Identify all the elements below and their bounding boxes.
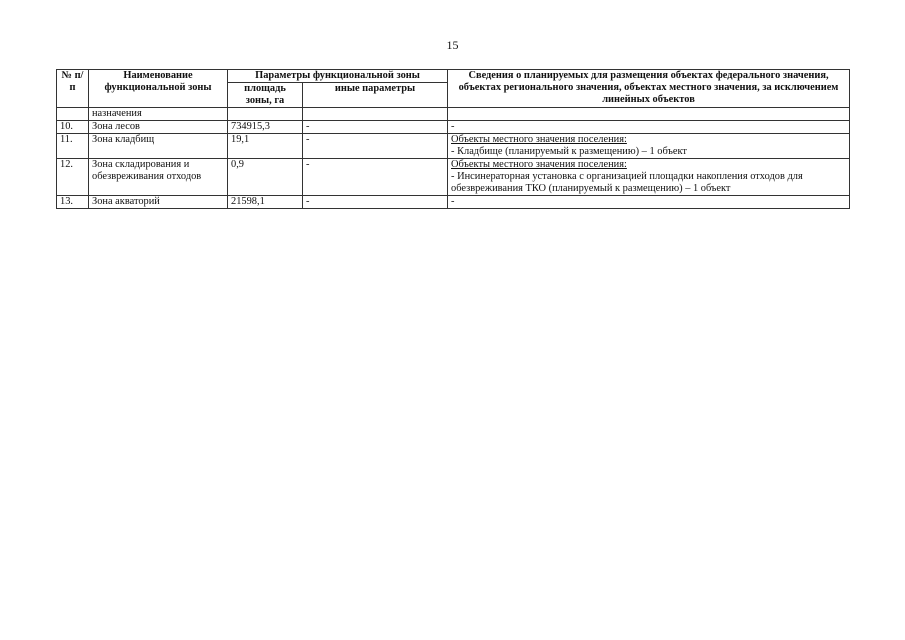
row-number: 12. bbox=[57, 159, 89, 196]
row-number: 11. bbox=[57, 134, 89, 159]
row-info-heading: Объекты местного значения поселения: bbox=[451, 159, 627, 170]
row-info-text: - Инсинераторная установка с организацией площадки накопления отходов для обезвреживания ТКО (планируемый к размещению) – 1 объект bbox=[451, 171, 803, 194]
row-area: 0,9 bbox=[228, 159, 303, 196]
header-planned-objects-info: Сведения о планируемых для размещения объектах федерального значения, объектах регионального значения, объектах местного значения, за исключением линейных объектов bbox=[448, 70, 850, 108]
header-zone-name: Наименование функциональной зоны bbox=[89, 70, 228, 108]
row-info bbox=[448, 121, 850, 134]
row-area: 19,1 bbox=[228, 134, 303, 159]
row-number: 10. bbox=[57, 121, 89, 134]
row-other-params: - bbox=[303, 159, 448, 196]
continuation-other-cell bbox=[303, 108, 448, 121]
row-info bbox=[448, 134, 850, 159]
functional-zones-table bbox=[56, 69, 850, 209]
continuation-row bbox=[57, 108, 850, 121]
row-info bbox=[448, 196, 850, 209]
row-zone-name: Зона лесов bbox=[89, 121, 228, 134]
table-header-row bbox=[57, 70, 850, 83]
continuation-num-cell bbox=[57, 108, 89, 121]
row-info-heading: Объекты местного значения поселения: bbox=[451, 134, 627, 145]
header-number: № п/п bbox=[57, 70, 89, 108]
header-area: площадь зоны, га bbox=[228, 83, 303, 108]
continuation-area-cell bbox=[228, 108, 303, 121]
row-info-text: - bbox=[451, 121, 455, 132]
continuation-name-cell: назначения bbox=[89, 108, 228, 121]
header-other-parameters: иные параметры bbox=[303, 83, 448, 108]
row-zone-name: Зона акваторий bbox=[89, 196, 228, 209]
row-area: 734915,3 bbox=[228, 121, 303, 134]
row-number: 13. bbox=[57, 196, 89, 209]
continuation-info-cell bbox=[448, 108, 850, 121]
row-info-text: - Кладбище (планируемый к размещению) – 1 объект bbox=[451, 146, 687, 157]
page-number: 15 bbox=[446, 38, 459, 52]
row-zone-name: Зона кладбищ bbox=[89, 134, 228, 159]
row-other-params: - bbox=[303, 134, 448, 159]
table-row bbox=[57, 134, 850, 159]
row-other-params: - bbox=[303, 121, 448, 134]
row-other-params: - bbox=[303, 196, 448, 209]
row-area: 21598,1 bbox=[228, 196, 303, 209]
row-zone-name: Зона складирования и обезвреживания отходов bbox=[89, 159, 228, 196]
header-zone-parameters: Параметры функциональной зоны bbox=[228, 70, 448, 83]
table-row bbox=[57, 159, 850, 196]
table-row bbox=[57, 196, 850, 209]
row-info-text: - bbox=[451, 196, 455, 207]
row-info bbox=[448, 159, 850, 196]
table-row bbox=[57, 121, 850, 134]
